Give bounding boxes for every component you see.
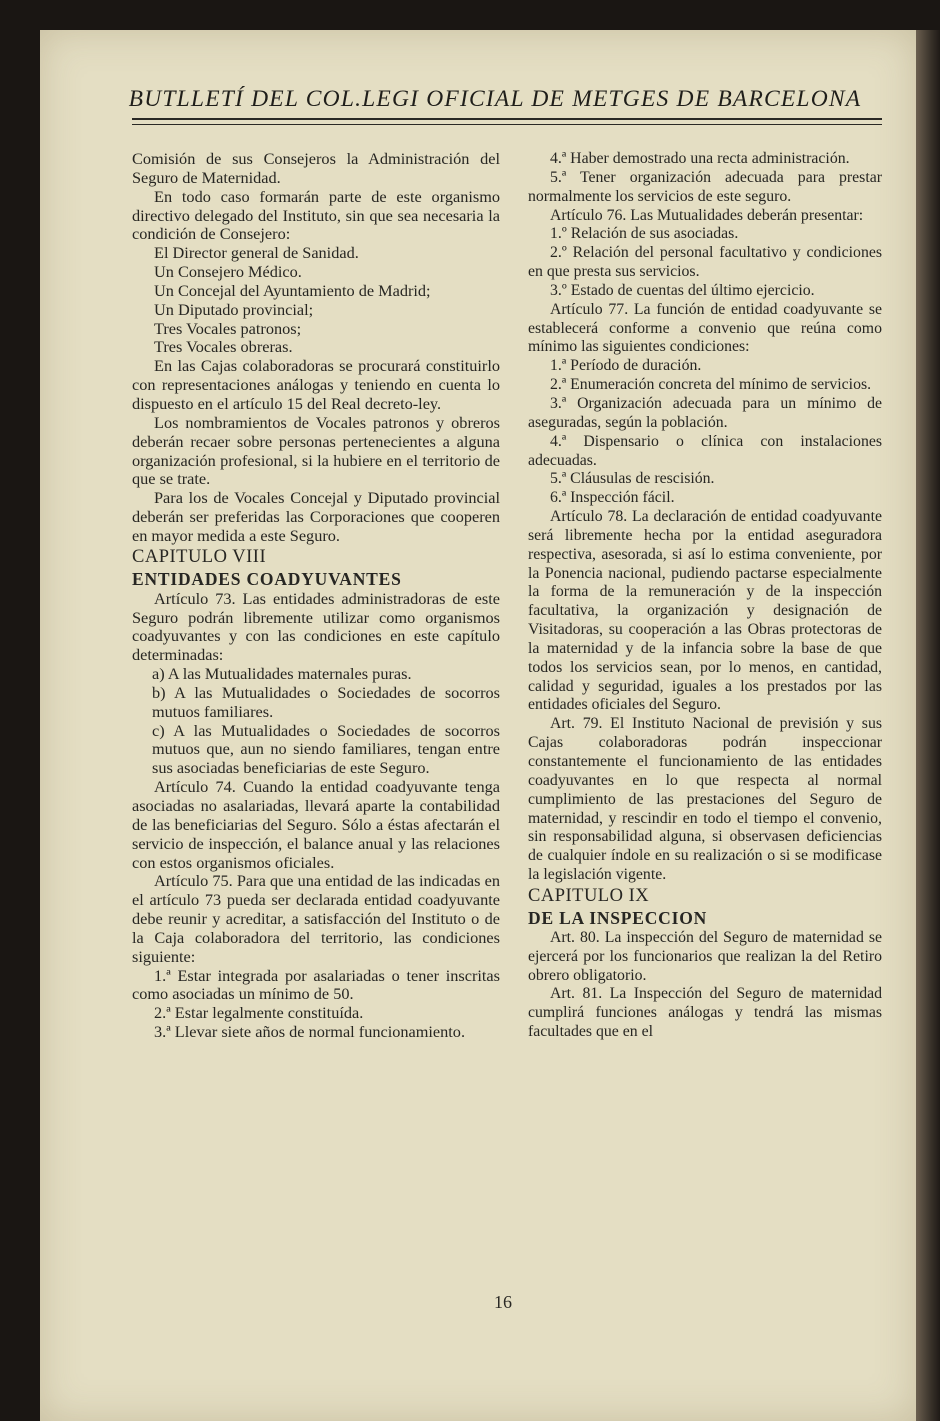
paragraph: 1.ª Estar integrada por asalariadas o tener inscritas como asociadas un mínimo de 50. xyxy=(132,965,500,1004)
list-item: b) A las Mutualidades o Sociedades de socorros mutuos familiares. xyxy=(152,682,500,721)
paragraph: Artículo 74. Cuando la entidad coadyuvante tenga asociadas no asalariadas, llevará aparte la contabilidad de las beneficiarias del Seguro. Sólo a éstas afectarán el servicio de inspección, el balance anual y las relaciones con estos organismos oficiales. xyxy=(132,777,500,872)
paragraph: 3.ª Llevar siete años de normal funcionamiento. xyxy=(154,1022,466,1042)
section-heading: ENTIDADES COADYUVANTES xyxy=(132,568,402,589)
page-edge xyxy=(916,30,940,1421)
chapter-heading: CAPITULO IX xyxy=(528,885,650,906)
paragraph: Tres Vocales obreras. xyxy=(154,337,293,357)
left-paragraphs-top xyxy=(132,150,500,546)
paragraph: Artículo 76. Las Mutualidades deberán presentar: xyxy=(550,206,864,224)
paragraph: Los nombramientos de Vocales patronos y obreros deberán recaer sobre personas pertenecientes a alguna organización profesional, si la hubiere en el territorio de que se trate. xyxy=(132,412,500,489)
paragraph: Un Consejero Médico. xyxy=(154,262,302,282)
journal-header: BUTLLETÍ DEL COL.LEGI OFICIAL DE METGES DE BARCELONA xyxy=(128,86,862,112)
right-column xyxy=(528,150,882,1042)
paragraph: 6.ª Inspección fácil. xyxy=(550,489,675,507)
right-paragraphs-top xyxy=(528,150,882,885)
chapter-heading: CAPITULO VIII xyxy=(132,546,267,567)
paragraph: Art. 79. El Instituto Nacional de previsión y sus Cajas colaboradoras podrán inspeccionar constantemente el funcionamiento de las entidades coadyuvantes en lo que respecta al normal cumplimiento de las prestaciones del Seguro de maternidad, y rescindir en todo el tiempo el convenio, sin responsabilidad alguna, si observasen deficiencias de cualquier índole en su realización o si se modificase la legislación vigente. xyxy=(528,715,882,884)
paragraph: 4.ª Dispensario o clínica con instalaciones adecuadas. xyxy=(528,432,882,469)
paragraph: Un Concejal del Ayuntamiento de Madrid; xyxy=(154,280,431,300)
paragraph: Tres Vocales patronos; xyxy=(154,318,302,338)
header-rule-thin xyxy=(132,124,882,125)
paragraph: El Director general de Sanidad. xyxy=(154,243,359,263)
paragraph: En las Cajas colaboradoras se procurará constituirlo con representaciones análogas y teniendo en cuenta lo dispuesto en el artículo 15 del Real decreto-ley. xyxy=(132,356,500,413)
paragraph: Artículo 73. Las entidades administradoras de este Seguro podrán libremente utilizar como organismos coadyuvantes y con las condiciones en este capítulo determinadas: xyxy=(132,588,500,665)
paragraph: Un Diputado provincial; xyxy=(154,299,314,319)
paragraph: Art. 81. La Inspección del Seguro de maternidad cumplirá funciones análogas y tendrá las mismas facultades que en el xyxy=(528,985,882,1041)
paragraph: Comisión de sus Consejeros la Administración del Seguro de Maternidad. xyxy=(132,149,500,187)
paragraph: Artículo 75. Para que una entidad de las indicadas en el artículo 73 pueda ser declarada entidad coadyuvante debe reunir y acreditar, a satisfacción del Instituto o de la Caja colaboradora del territorio, las condiciones siguiente: xyxy=(132,871,500,966)
page-number: 16 xyxy=(494,1292,512,1312)
paragraph: 1.º Relación de sus asociadas. xyxy=(550,225,739,243)
paragraph: 2.º Relación del personal facultativo y condiciones en que presta sus servicios. xyxy=(528,244,882,281)
list-item: c) A las Mutualidades o Sociedades de socorros mutuos que, aun no siendo familiares, tengan entre sus asociadas beneficiarias de este Seguro. xyxy=(152,720,500,778)
section-heading: DE LA INSPECCION xyxy=(528,907,708,928)
header-rule xyxy=(132,118,882,120)
paragraph: 3.º Estado de cuentas del último ejercicio. xyxy=(550,281,815,299)
paragraph: Artículo 77. La función de entidad coadyuvante se establecerá conforme a convenio que reúna como mínimo las siguientes condiciones: xyxy=(528,300,882,356)
paragraph: 1.ª Período de duración. xyxy=(550,357,702,375)
paragraph: En todo caso formarán parte de este organismo directivo delegado del Instituto, sin que sea necesaria la condición de Consejero: xyxy=(132,186,500,244)
right-paragraphs-bottom xyxy=(528,929,882,1042)
paragraph: 2.ª Estar legalmente constituída. xyxy=(154,1003,364,1023)
paragraph: Artículo 78. La declaración de entidad coadyuvante será libremente hecha por la entidad aseguradora respectiva, asesorada, si así lo estima conveniente, por la Ponencia nacional, pudiendo pactarse especialmente la forma de la remuneración y de la inspección facultativa, la organización y designación de Visitadoras, su cooperación a las Obras protectoras de la maternidad y de la infancia sobre la base de que todos los servicios sean, por lo menos, en cantidad, calidad y seguridad, iguales a los prestados por las entidades oficiales del Seguro. xyxy=(528,508,882,714)
paragraph: 5.ª Tener organización adecuada para prestar normalmente los servicios de este seguro. xyxy=(528,168,882,205)
left-paragraphs-bottom xyxy=(132,590,500,1042)
paragraph: 5.ª Cláusulas de rescisión. xyxy=(550,470,715,488)
left-column xyxy=(132,150,500,1042)
paragraph: Para los de Vocales Concejal y Diputado provincial deberán ser preferidas las Corporaciones que cooperen en mayor medida a este Seguro. xyxy=(132,488,500,545)
paragraph: 2.ª Enumeración concreta del mínimo de servicios. xyxy=(550,376,872,394)
list-item: a) A las Mutualidades maternales puras. xyxy=(152,664,412,684)
paragraph: Art. 80. La inspección del Seguro de maternidad se ejercerá por los funcionarios que realizan la del Retiro obrero obligatorio. xyxy=(528,928,882,984)
paragraph: 3.ª Organización adecuada para un mínimo de aseguradas, según la población. xyxy=(528,394,882,431)
paragraph: 4.ª Haber demostrado una recta administración. xyxy=(550,150,850,167)
